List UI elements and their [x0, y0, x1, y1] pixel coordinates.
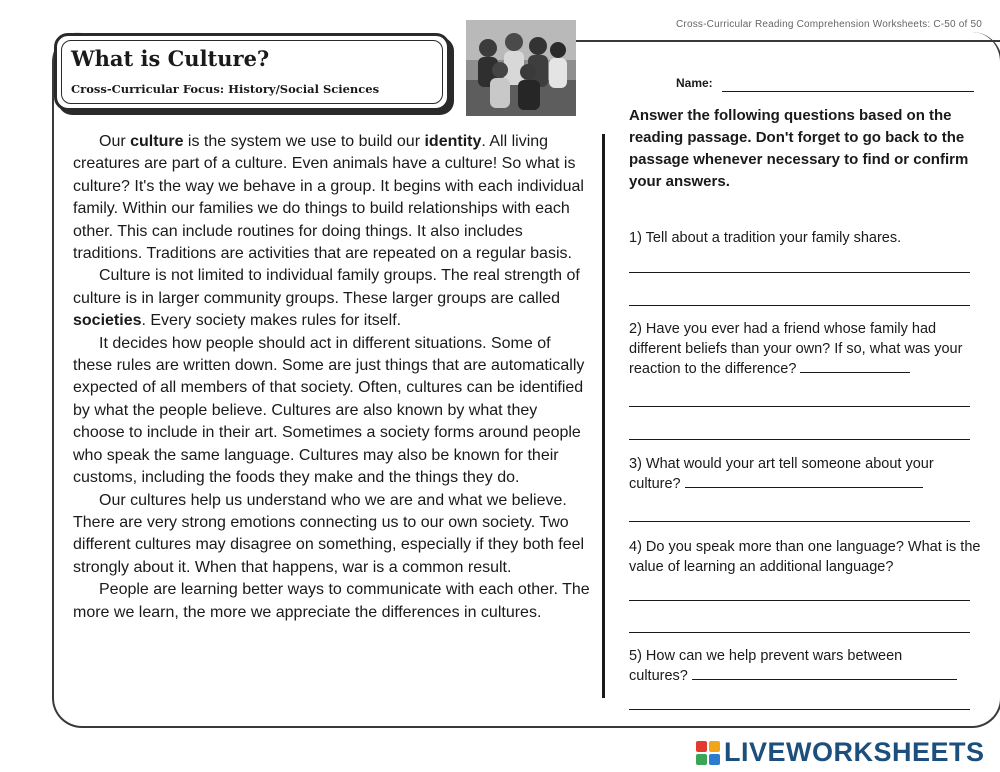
answer-inline-5[interactable]: [692, 678, 957, 680]
liveworksheets-icon: [696, 741, 720, 765]
name-answer-line[interactable]: [722, 91, 974, 92]
question-5: 5) How can we help prevent wars between cultures?: [629, 646, 959, 686]
answer-inline-3[interactable]: [685, 486, 923, 488]
answer-line-1b[interactable]: [629, 305, 970, 306]
question-2: 2) Have you ever had a friend whose family had different beliefs than your own? If so, what was your reaction to the difference?: [629, 321, 963, 377]
header-rule: [506, 40, 1000, 42]
passage-paragraph-2: Culture is not limited to individual family groups. The real strength of culture is in larger community groups. These larger groups are called societies. Every society makes rules for itself.: [73, 267, 580, 330]
answer-line-4b[interactable]: [629, 632, 970, 633]
term-culture: culture: [130, 133, 184, 150]
answer-line-5a[interactable]: [629, 709, 970, 710]
instructions: Answer the following questions based on the reading passage. Don't forget to go back to the passage whenever necessary to find or confirm your answers.: [629, 107, 969, 190]
question-3: 3) What would your art tell someone about your culture?: [629, 456, 934, 492]
answer-line-2a[interactable]: [629, 406, 970, 407]
answer-line-2b[interactable]: [629, 439, 970, 440]
page-subtitle: Cross-Curricular Focus: History/Social Sciences: [71, 82, 380, 96]
brand-text: LIVEWORKSHEETS: [724, 737, 985, 767]
answer-inline-2[interactable]: [800, 371, 910, 373]
question-1: 1) Tell about a tradition your family shares.: [629, 230, 902, 246]
column-divider: [602, 134, 605, 698]
name-label: Name:: [676, 76, 713, 90]
passage-paragraph-3: It decides how people should act in different situations. Some of these rules are written down. Some are just things that are automatically expected of all members of that society. Often, cultures can be identified by what the people believe. Cultures are also known by what they choose to include in their art. Sometimes a society forms around people who speak the same language. Cultures may also be known for their customs, including the foods they make and the things they do.: [73, 334, 585, 487]
page-title: What is Culture?: [71, 46, 270, 71]
group-photo: [466, 20, 576, 116]
answer-line-3a[interactable]: [629, 521, 970, 522]
passage-paragraph-5: People are learning better ways to communicate with each other. The more we learn, the more we appreciate the differences in cultures.: [73, 581, 590, 621]
answer-line-4a[interactable]: [629, 600, 970, 601]
header-meta: Cross-Curricular Reading Comprehension Worksheets: C-50 of 50: [676, 19, 983, 30]
term-identity: identity: [424, 133, 482, 150]
reading-passage: [73, 131, 593, 624]
passage-paragraph-4: Our cultures help us understand who we are and what we believe. There are very strong emotions connecting us to our own society. Two different cultures may disagree on something, especially if they both feel strongly about it. When that happens, war is a common result.: [73, 491, 585, 576]
passage-paragraph-1: Our culture is the system we use to build our identity. All living creatures are part of a culture. Even animals have a culture! So what is culture? It's the way we behave in a group. It begins with each individual family. Within our families we do things to build relationships with each other. This can include routines for doing things. It also includes traditions. Traditions are activities that are repeated on a regular basis.: [73, 133, 584, 263]
title-box: [54, 33, 450, 111]
answer-line-1a[interactable]: [629, 272, 970, 273]
liveworksheets-logo: [696, 737, 985, 768]
term-societies: societies: [73, 312, 142, 330]
question-4: 4) Do you speak more than one language? What is the value of learning an additional language?: [629, 539, 981, 575]
